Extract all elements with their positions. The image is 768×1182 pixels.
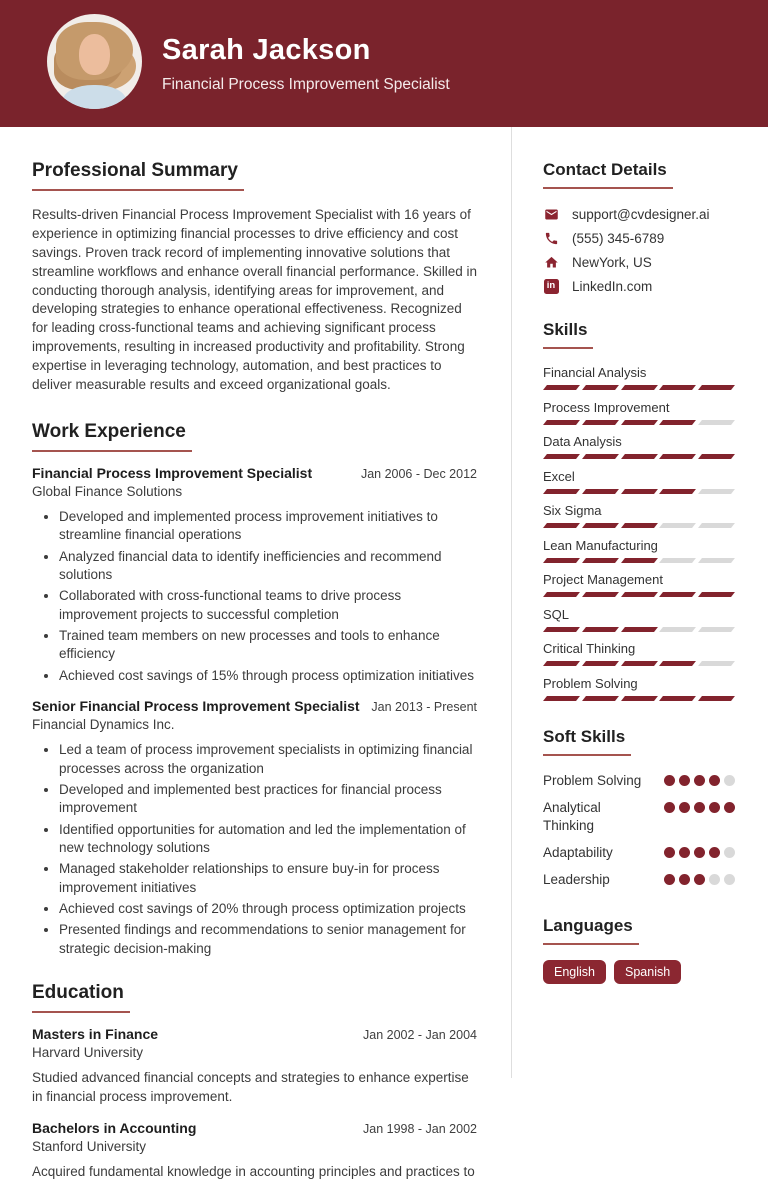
skill-bar (543, 592, 735, 597)
soft-skill-dot (724, 775, 735, 786)
education-description: Acquired fundamental knowledge in accounting principles and practices to (32, 1163, 475, 1179)
soft-skill-dot (724, 802, 735, 813)
education-header-row (32, 1120, 477, 1136)
soft-skill-dots (664, 772, 735, 786)
job-company: Financial Dynamics Inc. (32, 717, 175, 733)
soft-skill-dot (694, 847, 705, 858)
skill-item (543, 469, 735, 494)
soft-skill-dot (664, 802, 675, 813)
skill-item (543, 503, 735, 528)
soft-skills-heading: Soft Skills (543, 727, 631, 756)
contact-heading: Contact Details (543, 160, 673, 189)
soft-skill-dot (709, 802, 720, 813)
job-bullet: • Presented findings and recommendations to senior management for strategic decision-making (59, 921, 477, 958)
skill-bar-segment (621, 385, 658, 390)
skill-bar-segment (698, 696, 735, 701)
skill-bar-segment (543, 385, 580, 390)
skill-bar-segment (621, 523, 658, 528)
skill-bar-segment (582, 661, 619, 666)
job-bullet: • Collaborated with cross-functional teams to drive process improvement projects to successful completion (59, 587, 477, 624)
skill-bar-segment (621, 489, 658, 494)
job-header-row (32, 465, 477, 481)
skill-label: Lean Manufacturing (543, 537, 658, 553)
skill-bar-segment (582, 558, 619, 563)
soft-skill-dot (694, 874, 705, 885)
skills-section (543, 320, 735, 701)
skill-label: Financial Analysis (543, 365, 647, 380)
work-experience-section (32, 421, 477, 958)
job-bullet: • Achieved cost savings of 15% through process optimization initiatives (59, 667, 477, 685)
skill-item (543, 538, 735, 563)
education-date-range: Jan 1998 - Jan 2002 (363, 1121, 477, 1136)
job-title: Senior Financial Process Improvement Specialist (32, 698, 360, 715)
skill-label: Excel (543, 468, 575, 484)
soft-skill-label: Problem Solving (543, 772, 642, 788)
skill-label: Problem Solving (543, 675, 638, 691)
job-bullet: • Analyzed financial data to identify inefficiencies and recommend solutions (59, 548, 477, 585)
jobs-list (32, 465, 477, 958)
skill-bar-segment (621, 696, 658, 701)
skill-bar-segment (582, 385, 619, 390)
education-description: Studied advanced financial concepts and strategies to enhance expertise in financial process improvement. (32, 1070, 469, 1104)
job-bullet: • Identified opportunities for automation and led the implementation of new technology solutions (59, 821, 477, 858)
soft-skill-label: Leadership (543, 872, 610, 888)
skill-bar-segment (659, 385, 696, 390)
job-bullet: • Achieved cost savings of 20% through process optimization projects (59, 900, 477, 918)
home-icon (543, 254, 559, 270)
education-section (32, 982, 477, 1182)
skill-bar-segment (659, 523, 696, 528)
skill-item (543, 365, 735, 390)
linkedin-glyph: in (544, 279, 559, 294)
job-entry (32, 698, 477, 958)
soft-skill-dots (664, 844, 735, 858)
summary-text: Results-driven Financial Process Improvement Specialist with 16 years of experience in optimizing financial processes to drive efficiency and cost savings. Proven track record of implementing innovative solutions that streamline workflows and enhance overall financial performance. Skilled in conducting thorough analysis, identifying areas for improvement, and developing strategies to enhance operational effectiveness. Recognized for leading cross-functional teams and achieving significant process improvements, resulting in increased productivity and profitability. Strong expertise in leveraging technology, automation, and best practices to deliver measurable results and exceed organizational goals. (32, 207, 477, 393)
skill-label: SQL (543, 606, 570, 622)
skill-bar (543, 661, 735, 666)
contact-item (543, 206, 735, 222)
skill-label: Six Sigma (543, 503, 602, 518)
skill-label: Process Improvement (543, 399, 670, 415)
soft-skill-label: Adaptability (543, 845, 613, 861)
soft-skill-item (543, 799, 735, 835)
skill-bar (543, 454, 735, 459)
education-date-range: Jan 2002 - Jan 2004 (363, 1028, 477, 1043)
languages-heading: Languages (543, 916, 639, 945)
skill-bar-segment (621, 420, 658, 425)
profile-title: Financial Process Improvement Specialist (162, 75, 450, 93)
skill-bar-segment (582, 696, 619, 701)
school-name: Harvard University (32, 1045, 144, 1061)
skill-bar (543, 558, 735, 563)
job-bullet-list (32, 741, 477, 958)
skill-bar-segment (582, 454, 619, 459)
skill-bar-segment (698, 420, 735, 425)
contact-list (543, 206, 735, 294)
soft-skills-section (543, 727, 735, 890)
skill-bar-segment (698, 661, 735, 666)
job-bullet: • Developed and implemented best practices for financial process improvement (59, 781, 477, 818)
skill-bar-segment (659, 661, 696, 666)
job-bullet: • Managed stakeholder relationships to ensure buy-in for process improvement initiatives (59, 860, 477, 897)
soft-skill-dot (709, 874, 720, 885)
job-header-row (32, 698, 477, 714)
education-heading: Education (32, 982, 130, 1013)
languages-section (543, 916, 735, 984)
email-icon (543, 206, 559, 222)
skill-bar-segment (659, 592, 696, 597)
soft-skill-dot (694, 802, 705, 813)
skills-list (543, 365, 735, 701)
skill-bar-segment (659, 627, 696, 632)
contact-item (543, 254, 735, 270)
header-banner (0, 0, 768, 127)
degree-title: Bachelors in Accounting (32, 1119, 197, 1136)
skill-bar-segment (698, 523, 735, 528)
job-bullet: • Trained team members on new processes and tools to enhance efficiency (59, 627, 477, 664)
soft-skill-dot (664, 874, 675, 885)
skill-bar-segment (543, 627, 580, 632)
skill-item (543, 641, 735, 666)
skill-bar-segment (621, 592, 658, 597)
job-company: Global Finance Solutions (32, 483, 183, 499)
skill-bar-segment (698, 627, 735, 632)
avatar-face (79, 34, 110, 75)
skill-bar-segment (621, 661, 658, 666)
skill-bar-segment (543, 592, 580, 597)
contact-section (543, 160, 735, 294)
soft-skill-label: Analytical Thinking (543, 799, 601, 833)
soft-skill-item (543, 772, 735, 790)
skill-bar-segment (543, 420, 580, 425)
soft-skill-dots (664, 799, 735, 813)
sidebar (512, 127, 768, 1078)
language-badge: Spanish (614, 960, 681, 984)
skill-item (543, 676, 735, 701)
main-column (0, 127, 511, 1179)
skill-bar-segment (543, 558, 580, 563)
job-bullet: • Developed and implemented process improvement initiatives to streamline financial operations (59, 508, 477, 545)
skill-bar-segment (582, 627, 619, 632)
contact-item (543, 230, 735, 246)
summary-heading: Professional Summary (32, 160, 244, 191)
skill-bar-segment (582, 489, 619, 494)
header-text-block (162, 34, 450, 94)
summary-section (32, 160, 477, 395)
skill-bar-segment (659, 420, 696, 425)
skill-bar-segment (582, 523, 619, 528)
skill-bar-segment (543, 661, 580, 666)
soft-skill-dot (679, 874, 690, 885)
education-entry (32, 1120, 477, 1182)
linkedin-icon (543, 278, 559, 294)
job-date-range: Jan 2006 - Dec 2012 (360, 466, 477, 481)
job-bullet: • Led a team of process improvement specialists in optimizing financial processes across the organization (59, 741, 477, 778)
skill-bar-segment (582, 592, 619, 597)
contact-text: NewYork, US (572, 254, 652, 270)
soft-skill-item (543, 844, 735, 862)
phone-icon (543, 230, 559, 246)
skill-bar-segment (698, 454, 735, 459)
languages-list (543, 960, 735, 984)
skill-bar-segment (543, 489, 580, 494)
soft-skill-dot (679, 802, 690, 813)
skill-item (543, 400, 735, 425)
job-bullet-list (32, 508, 477, 685)
skill-bar (543, 385, 735, 390)
soft-skill-dot (709, 847, 720, 858)
skill-bar (543, 696, 735, 701)
page-body (0, 127, 768, 1179)
skill-bar-segment (543, 454, 580, 459)
soft-skills-list (543, 772, 735, 890)
profile-name: Sarah Jackson (162, 33, 371, 66)
avatar (47, 14, 142, 109)
skill-bar (543, 420, 735, 425)
soft-skill-dot (724, 847, 735, 858)
job-entry (32, 465, 477, 685)
skill-item (543, 434, 735, 459)
skill-bar-segment (698, 592, 735, 597)
skill-bar-segment (659, 454, 696, 459)
skill-item (543, 607, 735, 632)
avatar-shirt (63, 85, 126, 109)
language-badge: English (543, 960, 606, 984)
skill-bar (543, 627, 735, 632)
soft-skill-dot (664, 847, 675, 858)
soft-skill-dot (679, 847, 690, 858)
soft-skill-dot (694, 775, 705, 786)
skill-item (543, 572, 735, 597)
contact-text: LinkedIn.com (572, 278, 653, 294)
soft-skill-dot (724, 874, 735, 885)
skill-bar-segment (621, 558, 658, 563)
soft-skill-dot (709, 775, 720, 786)
skill-bar-segment (659, 696, 696, 701)
contact-item (543, 278, 735, 294)
skill-bar-segment (698, 489, 735, 494)
skill-label: Project Management (543, 572, 663, 587)
skill-bar-segment (659, 558, 696, 563)
education-entry (32, 1026, 477, 1107)
soft-skill-item (543, 871, 735, 889)
skill-bar-segment (621, 627, 658, 632)
skill-bar (543, 489, 735, 494)
skill-bar (543, 523, 735, 528)
skill-bar-segment (582, 420, 619, 425)
education-header-row (32, 1026, 477, 1042)
soft-skill-dot (664, 775, 675, 786)
education-list (32, 1026, 477, 1182)
skill-bar-segment (698, 558, 735, 563)
contact-text: (555) 345-6789 (572, 230, 665, 246)
soft-skill-dots (664, 871, 735, 885)
skill-bar-segment (659, 489, 696, 494)
skill-bar-segment (621, 454, 658, 459)
degree-title: Masters in Finance (32, 1026, 159, 1043)
soft-skill-dot (679, 775, 690, 786)
skill-label: Critical Thinking (543, 641, 636, 656)
job-title: Financial Process Improvement Specialist (32, 464, 313, 481)
job-date-range: Jan 2013 - Present (371, 700, 477, 715)
skill-bar-segment (698, 385, 735, 390)
skill-bar-segment (543, 523, 580, 528)
contact-text: support@cvdesigner.ai (572, 206, 710, 222)
school-name: Stanford University (32, 1138, 147, 1154)
work-experience-heading: Work Experience (32, 421, 192, 452)
skill-bar-segment (543, 696, 580, 701)
skill-label: Data Analysis (543, 434, 622, 449)
skills-heading: Skills (543, 320, 593, 349)
